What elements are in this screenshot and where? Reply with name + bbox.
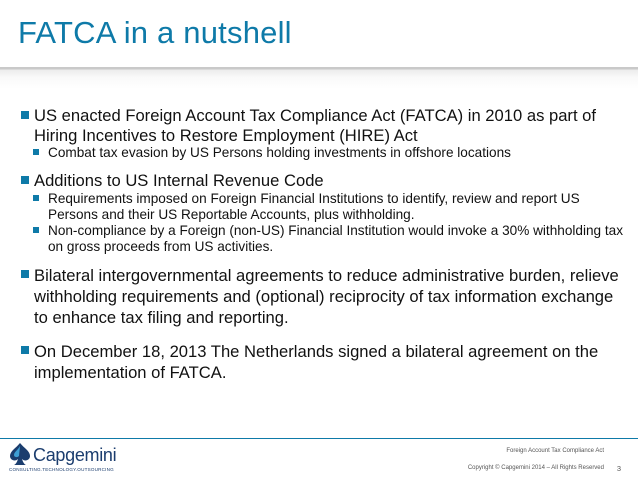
footer-subtitle: Foreign Account Tax Compliance Act [506,448,604,454]
bullet-group-1 [21,106,626,161]
logo-tagline: CONSULTING.TECHNOLOGY.OUTSOURCING [9,467,114,472]
square-bullet-icon [33,195,39,201]
sub-bullet-text: Non-compliance by a Foreign (non-US) Financial Institution would invoke a 30% withholding tax on gross proceeds from US activities. [48,223,624,255]
slide-title: FATCA in a nutshell [18,15,292,50]
capgemini-spade-icon [9,442,31,466]
logo-name: Capgemini [33,445,117,465]
sub-bullet-text: Requirements imposed on Foreign Financial Institutions to identify, review and report US Persons and their US Reportable Accounts, plus withholding. [48,190,580,222]
bullet-group-3 [21,265,626,328]
bullet-text: Additions to US Internal Revenue Code [34,171,324,191]
bullet-text: US enacted Foreign Account Tax Compliance Act (FATCA) in 2010 as part of Hiring Incentives to Restore Employment (HIRE) Act [34,106,597,145]
footer-divider [0,438,638,439]
bullet-item [21,341,626,383]
bullet-item [21,171,626,191]
capgemini-logo [8,442,117,476]
square-bullet-icon [33,149,39,155]
page-number: 3 [616,464,621,473]
bullet-group-2 [21,171,626,255]
footer-copyright: Copyright © Capgemini 2014 – All Rights Reserved [467,465,604,471]
square-bullet-icon [21,111,29,119]
bullet-text: Bilateral intergovernmental agreements to reduce administrative burden, relieve withholding requirements and (optional) reciprocity of tax information exchange to enhance tax filing and reporting. [34,265,619,327]
square-bullet-icon [21,270,29,278]
bullet-item [21,106,626,145]
sub-bullet-item [25,145,626,161]
bullet-text: On December 18, 2013 The Netherlands signed a bilateral agreement on the implementation of FATCA. [34,341,599,382]
bullet-group-4 [21,341,626,383]
sub-bullet-item [25,223,626,255]
sub-bullet-item [25,191,626,223]
slide-content [21,106,626,383]
bullet-item [21,265,626,328]
square-bullet-icon [21,176,29,184]
square-bullet-icon [33,227,39,233]
sub-bullet-text: Combat tax evasion by US Persons holding investments in offshore locations [48,145,511,160]
title-divider [0,67,638,89]
square-bullet-icon [21,346,29,354]
